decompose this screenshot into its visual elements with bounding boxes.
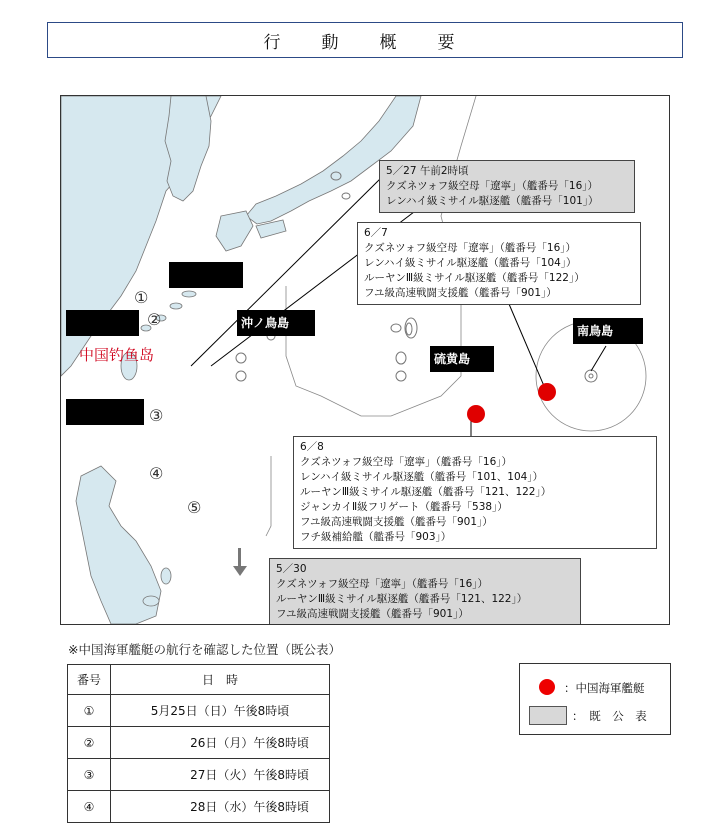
callout-line: レンハイ級ミサイル駆逐艦（艦番号「101、104」） — [300, 471, 544, 483]
redacted-label-1 — [169, 262, 243, 288]
title-box — [47, 22, 683, 58]
callout-line: ルーヤンⅢ級ミサイル駆逐艦（艦番号「121、122」） — [300, 486, 552, 498]
callout-line: クズネツォフ級空母「遼寧」（艦番号「16」） — [386, 180, 599, 192]
legend-red-label: ：中国海軍艦艇 — [564, 681, 645, 695]
callout-line: 5／30 — [276, 563, 307, 575]
callout-0608 — [293, 436, 657, 549]
minamitorishima-label: 南鳥島 — [577, 324, 614, 338]
row-number: ④ — [68, 791, 111, 823]
callout-line: レンハイ級ミサイル駆逐艦（艦番号「101」） — [386, 195, 599, 207]
header-datetime: 日 時 — [111, 665, 330, 695]
row-datetime: 27日（火）午後8時頃 — [111, 759, 330, 791]
legend-gray-label: ： 既 公 表 — [572, 709, 647, 723]
redacted-label-2 — [66, 310, 139, 336]
red-dot-icon — [539, 679, 555, 695]
callout-0530 — [269, 558, 581, 625]
gray-square-icon — [529, 706, 567, 725]
minamitorishima-label-box — [573, 318, 643, 344]
table-row — [68, 695, 330, 727]
header-number: 番号 — [68, 665, 111, 695]
callout-line: 6／7 — [364, 227, 388, 239]
okinotori-label-box — [237, 310, 315, 336]
land-korea — [165, 96, 211, 201]
marker-4: ④ — [149, 464, 164, 483]
position-note: ※中国海軍艦艇の航行を確認した位置（既公表） — [68, 642, 341, 657]
land-japan-kyushu — [216, 211, 253, 251]
page-title: 行 動 概 要 — [263, 32, 467, 53]
down-arrow-icon — [233, 548, 247, 576]
map — [60, 95, 670, 625]
table-header-row — [68, 665, 330, 695]
callout-line: フユ級高速戦闘支援艦（艦番号「901」） — [276, 608, 469, 620]
marker-2: ② — [147, 310, 162, 329]
callout-0527 — [379, 160, 635, 213]
callout-line: フユ級高速戦闘支援艦（艦番号「901」） — [364, 287, 557, 299]
red-marker-2 — [467, 405, 485, 423]
callout-0607 — [357, 222, 641, 305]
row-datetime: 5月25日（日）午後8時頃 — [111, 695, 330, 727]
row-number: ③ — [68, 759, 111, 791]
row-number: ② — [68, 727, 111, 759]
position-table — [67, 664, 330, 823]
okinotori-label: 沖ノ鳥島 — [241, 316, 290, 330]
callout-line: フユ級高速戦闘支援艦（艦番号「901」） — [300, 516, 493, 528]
callout-line: クズネツォフ級空母「遼寧」（艦番号「16」） — [364, 242, 577, 254]
callout-line: 6／8 — [300, 441, 324, 453]
callout-line: クズネツォフ級空母「遼寧」（艦番号「16」） — [300, 456, 513, 468]
redacted-label-3 — [66, 399, 144, 425]
row-datetime: 28日（水）午後8時頃 — [111, 791, 330, 823]
marker-1: ① — [134, 288, 149, 307]
red-annotation: 中国钓鱼岛 — [79, 346, 155, 364]
iwoto-label-box — [430, 346, 494, 372]
table-row — [68, 791, 330, 823]
red-marker-1 — [538, 383, 556, 401]
callout-line: 5／27 午前2時頃 — [386, 165, 469, 177]
row-datetime: 26日（月）午後8時頃 — [111, 727, 330, 759]
marker-3: ③ — [149, 406, 164, 425]
iwoto-label: 硫黄島 — [434, 352, 471, 366]
row-number: ① — [68, 695, 111, 727]
callout-line: ルーヤンⅢ級ミサイル駆逐艦（艦番号「122」） — [364, 272, 585, 284]
callout-line: レンハイ級ミサイル駆逐艦（艦番号「104」） — [364, 257, 577, 269]
marker-5: ⑤ — [187, 498, 202, 517]
callout-line: ジャンカイⅡ級フリゲート（艦番号「538」） — [300, 501, 508, 513]
table-row — [68, 727, 330, 759]
callout-line: ルーヤンⅢ級ミサイル駆逐艦（艦番号「121、122」） — [276, 593, 528, 605]
table-row — [68, 759, 330, 791]
callout-line: クズネツォフ級空母「遼寧」（艦番号「16」） — [276, 578, 489, 590]
callout-line: フチ級補給艦（艦番号「903」） — [300, 531, 452, 543]
legend — [519, 663, 671, 735]
